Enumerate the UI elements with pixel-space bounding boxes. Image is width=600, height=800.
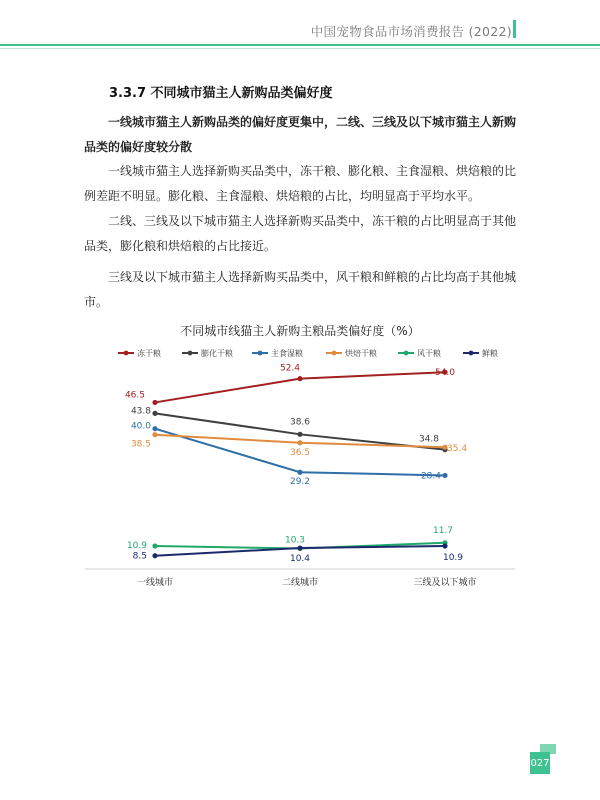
data-label: 10.9 bbox=[442, 553, 464, 564]
report-title: 中国宠物食品市场消费报告 (2022) bbox=[310, 24, 512, 39]
legend-swatch-marker bbox=[124, 351, 129, 356]
section-heading: 3.3.7 不同城市猫主人新购品类偏好度 bbox=[109, 86, 333, 101]
data-label: 8.5 bbox=[132, 551, 147, 562]
legend-label: 风干粮 bbox=[417, 349, 441, 358]
legend-label: 鲜粮 bbox=[482, 349, 498, 358]
data-point bbox=[297, 432, 302, 437]
data-label: 52.4 bbox=[279, 363, 301, 374]
legend-label: 膨化干粮 bbox=[201, 349, 233, 358]
data-label: 46.5 bbox=[124, 390, 145, 401]
data-point bbox=[152, 426, 157, 431]
legend-label: 冻干粮 bbox=[137, 349, 161, 358]
legend-swatch-marker bbox=[469, 351, 474, 356]
x-tick-label: 三线及以下城市 bbox=[413, 578, 477, 588]
data-point bbox=[152, 432, 157, 437]
summary-paragraph: 一线城市猫主人新购品类的偏好度更集中，二线、三线及以下城市猫主人新购品类的偏好度较分散 bbox=[84, 115, 517, 154]
data-point bbox=[152, 411, 157, 416]
data-label: 36.5 bbox=[289, 447, 311, 458]
data-label: 38.6 bbox=[289, 417, 311, 428]
data-point bbox=[297, 470, 302, 475]
data-point bbox=[297, 440, 302, 445]
data-point bbox=[442, 473, 447, 478]
data-point bbox=[297, 376, 302, 381]
data-label: 10.9 bbox=[126, 541, 147, 552]
data-label: 28.4 bbox=[420, 471, 441, 482]
chart-title: 不同城市线猫主人新购主粮品类偏好度（%） bbox=[180, 324, 420, 338]
data-label: 38.5 bbox=[130, 439, 151, 450]
legend-label: 主食湿粮 bbox=[271, 349, 303, 358]
body-paragraph-3: 三线及以下城市猫主人选择新购买品类中，风干粮和鲜粮的占比均高于其他城市。 bbox=[84, 270, 517, 309]
data-label: 29.2 bbox=[289, 477, 311, 488]
data-label: 11.7 bbox=[432, 525, 454, 536]
data-label: 34.8 bbox=[418, 434, 439, 445]
legend-swatch-marker bbox=[404, 351, 409, 356]
data-point bbox=[152, 543, 157, 548]
data-label: 43.8 bbox=[130, 406, 151, 417]
legend-swatch-marker bbox=[332, 351, 337, 356]
legend-swatch-marker bbox=[188, 351, 193, 356]
data-point bbox=[152, 553, 157, 558]
data-label: 35.4 bbox=[447, 444, 468, 455]
data-label: 40.0 bbox=[130, 421, 151, 432]
data-label: 10.3 bbox=[284, 535, 306, 546]
data-label: 10.4 bbox=[289, 554, 311, 565]
legend-label: 烘焙干粮 bbox=[345, 349, 377, 358]
data-point bbox=[152, 400, 157, 405]
data-point bbox=[442, 543, 447, 548]
x-tick-label: 二线城市 bbox=[281, 578, 319, 588]
data-label: 54.0 bbox=[434, 368, 456, 379]
legend-swatch-marker bbox=[258, 351, 263, 356]
body-paragraph-1: 一线城市猫主人选择新购买品类中，冻干粮、膨化粮、主食湿粮、烘焙粮的比例差距不明显。膨化粮、主食湿粮、烘焙粮的占比，均明显高于平均水平。 bbox=[84, 164, 517, 203]
body-paragraph-2: 二线、三线及以下城市猫主人选择新购买品类中，冻干粮的占比明显高于其他品类，膨化粮和烘焙粮的占比接近。 bbox=[84, 214, 517, 253]
page-number: 027 bbox=[530, 752, 550, 774]
x-tick-label: 一线城市 bbox=[136, 578, 174, 588]
data-point bbox=[297, 545, 302, 550]
